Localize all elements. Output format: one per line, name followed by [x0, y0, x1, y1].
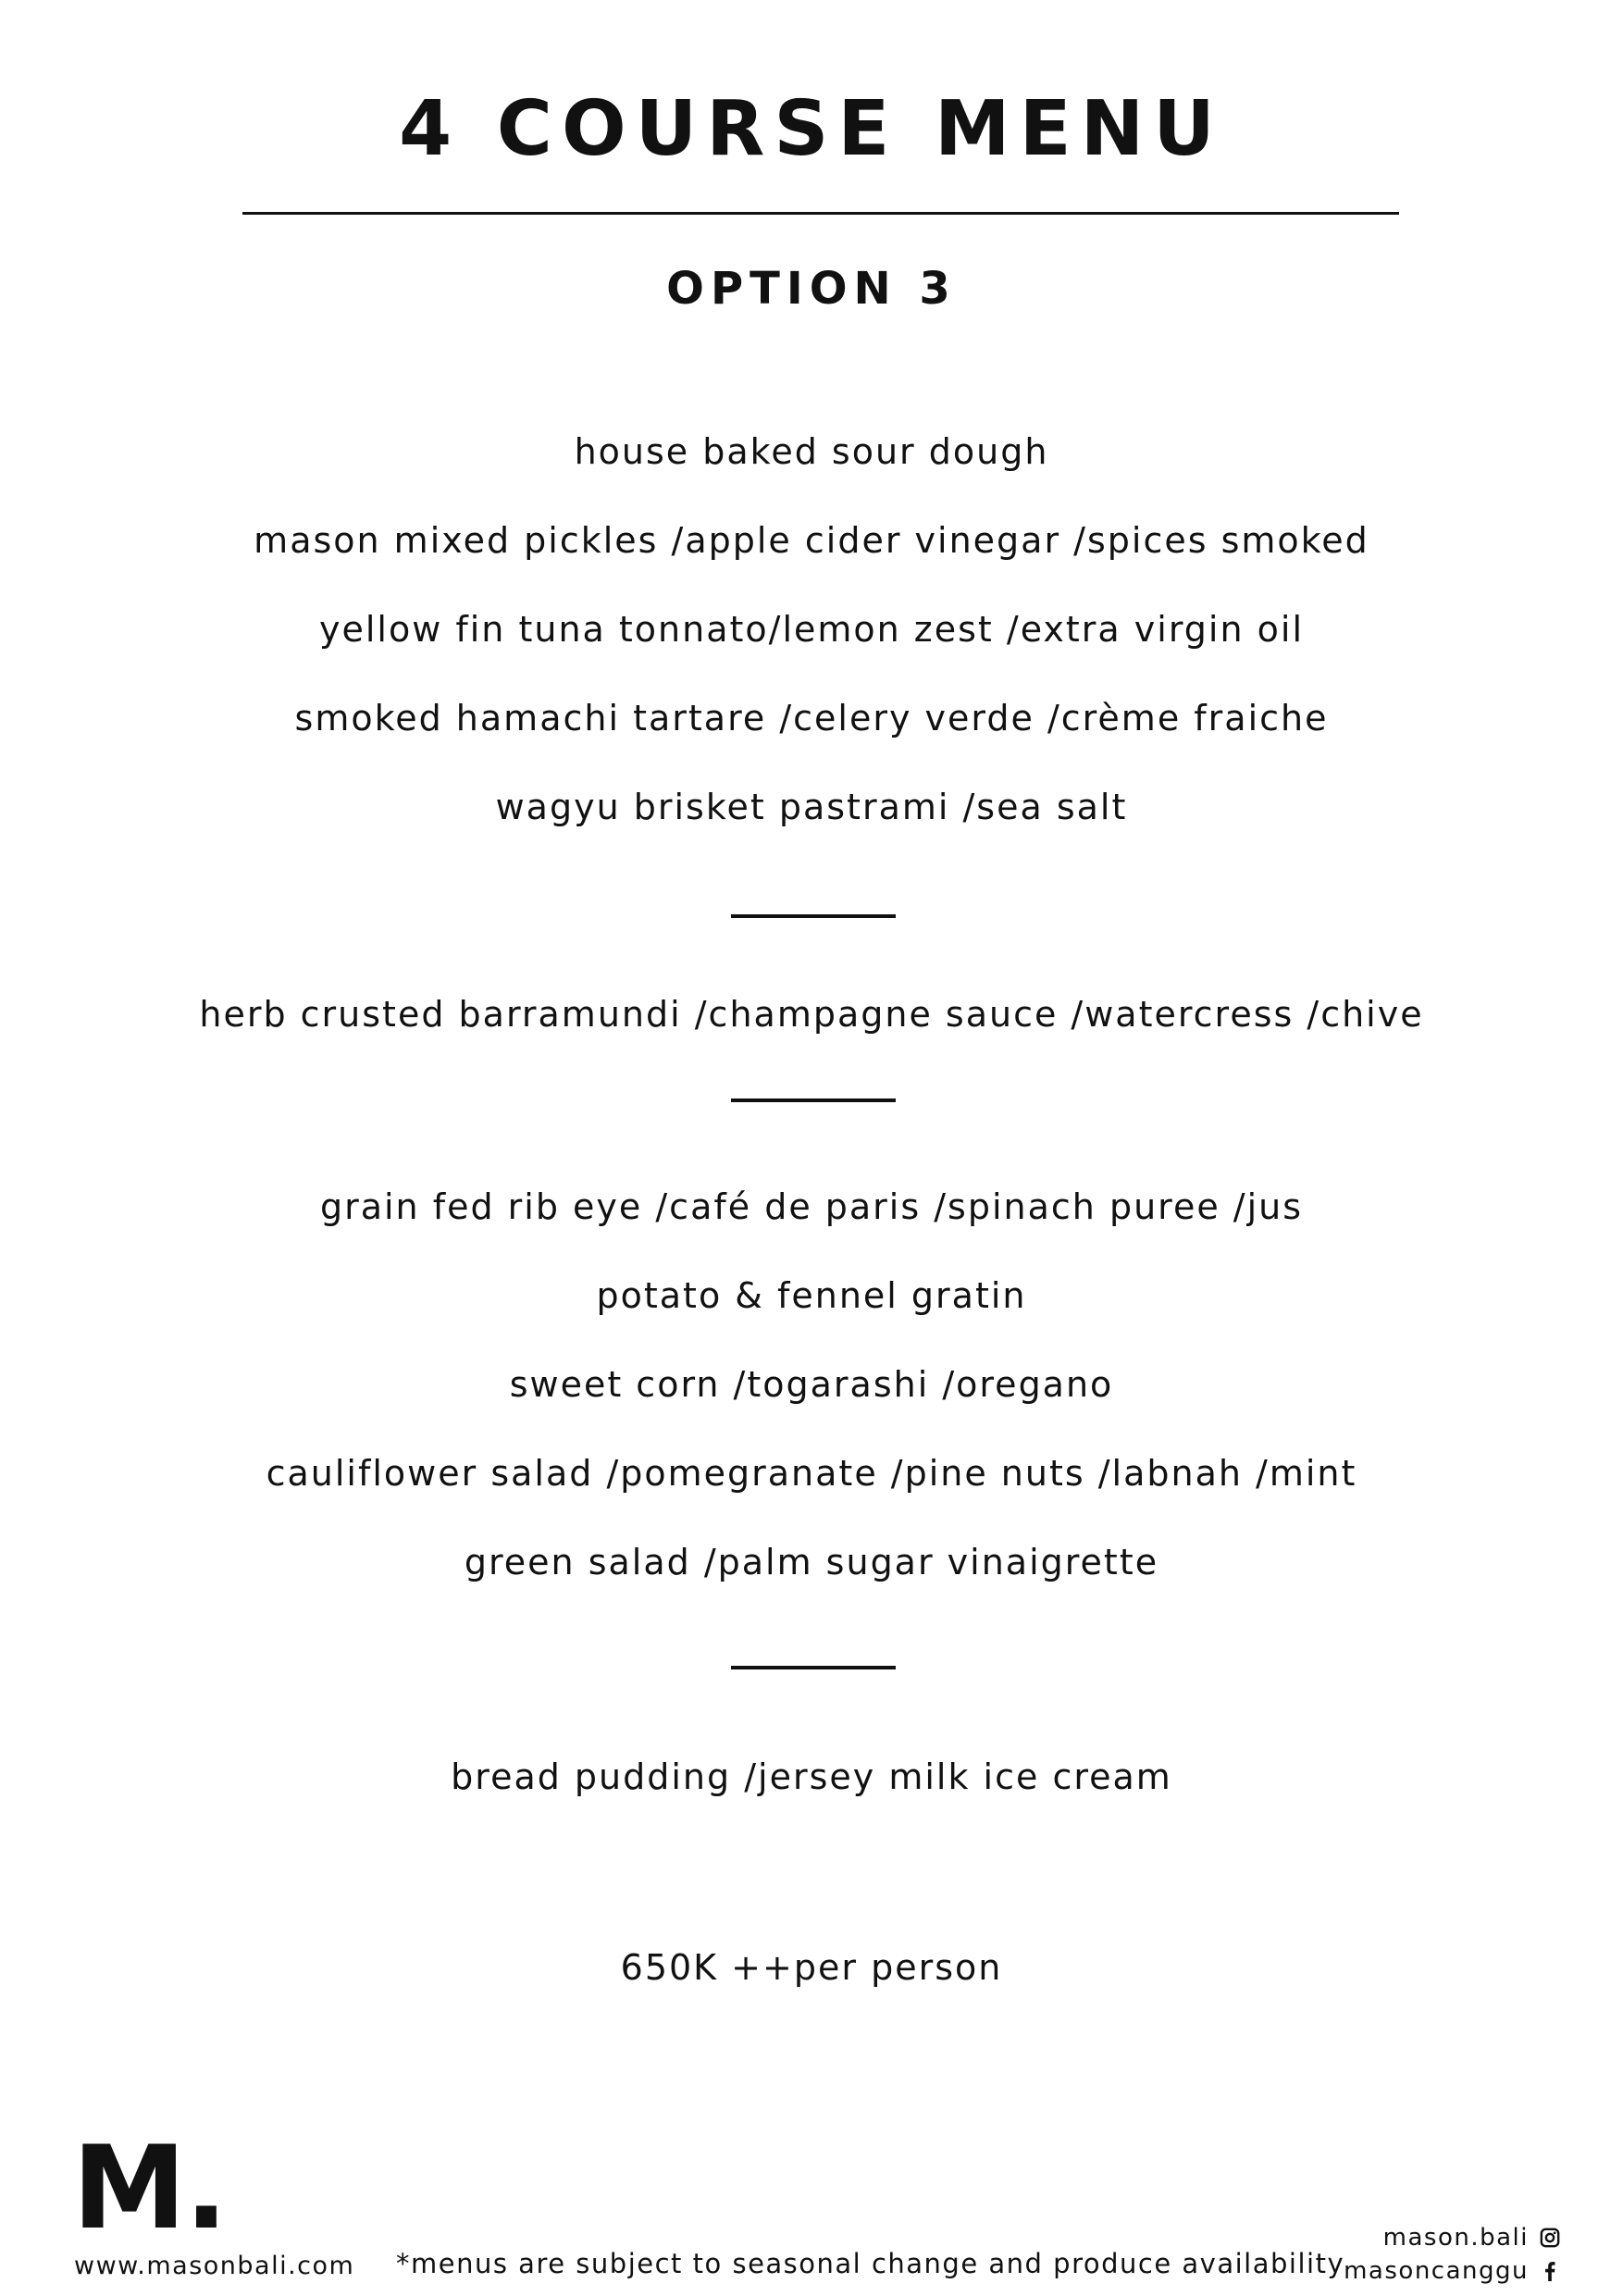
menu-item: cauliflower salad /pomegranate /pine nuts /labnah /mint — [266, 1453, 1357, 1494]
menu-item: grain fed rib eye /café de paris /spinach puree /jus — [319, 1186, 1304, 1227]
menu-item: sweet corn /togarashi /oregano — [509, 1364, 1114, 1405]
menu-item: smoked hamachi tartare /celery verde /crème fraiche — [294, 698, 1329, 738]
disclaimer-text: *menus are subject to seasonal change and produce availability — [396, 2248, 1345, 2279]
instagram-link[interactable] — [1344, 2221, 1560, 2254]
brand-logo: M. — [72, 2122, 227, 2255]
menu-item: herb crusted barramundi /champagne sauce /watercress /chive — [199, 994, 1424, 1035]
facebook-handle: masoncanggu — [1344, 2257, 1529, 2285]
menu-item: bread pudding /jersey milk ice cream — [451, 1756, 1172, 1797]
facebook-link[interactable] — [1344, 2254, 1560, 2288]
menu-title: 4 COURSE MENU — [399, 85, 1224, 173]
menu-item: green salad /palm sugar vinaigrette — [464, 1542, 1159, 1582]
menu-item: yellow fin tuna tonnato/lemon zest /extra virgin oil — [318, 609, 1305, 650]
instagram-handle: mason.bali — [1382, 2224, 1529, 2252]
website-link[interactable]: www.masonbali.com — [74, 2252, 355, 2280]
title-divider — [242, 212, 1399, 215]
instagram-icon — [1540, 2228, 1560, 2248]
price-label: 650K ++per person — [620, 1947, 1003, 1988]
menu-item: wagyu brisket pastrami /sea salt — [495, 787, 1128, 827]
course-divider — [731, 914, 896, 918]
menu-option-title: OPTION 3 — [666, 263, 957, 315]
course-divider — [731, 1666, 896, 1669]
course-divider — [731, 1098, 896, 1102]
social-links — [1344, 2221, 1560, 2288]
menu-item: mason mixed pickles /apple cider vinegar /spices smoked — [254, 520, 1369, 561]
menu-item: house baked sour dough — [574, 431, 1049, 472]
menu-item: potato & fennel gratin — [596, 1275, 1027, 1316]
facebook-icon — [1540, 2261, 1560, 2281]
